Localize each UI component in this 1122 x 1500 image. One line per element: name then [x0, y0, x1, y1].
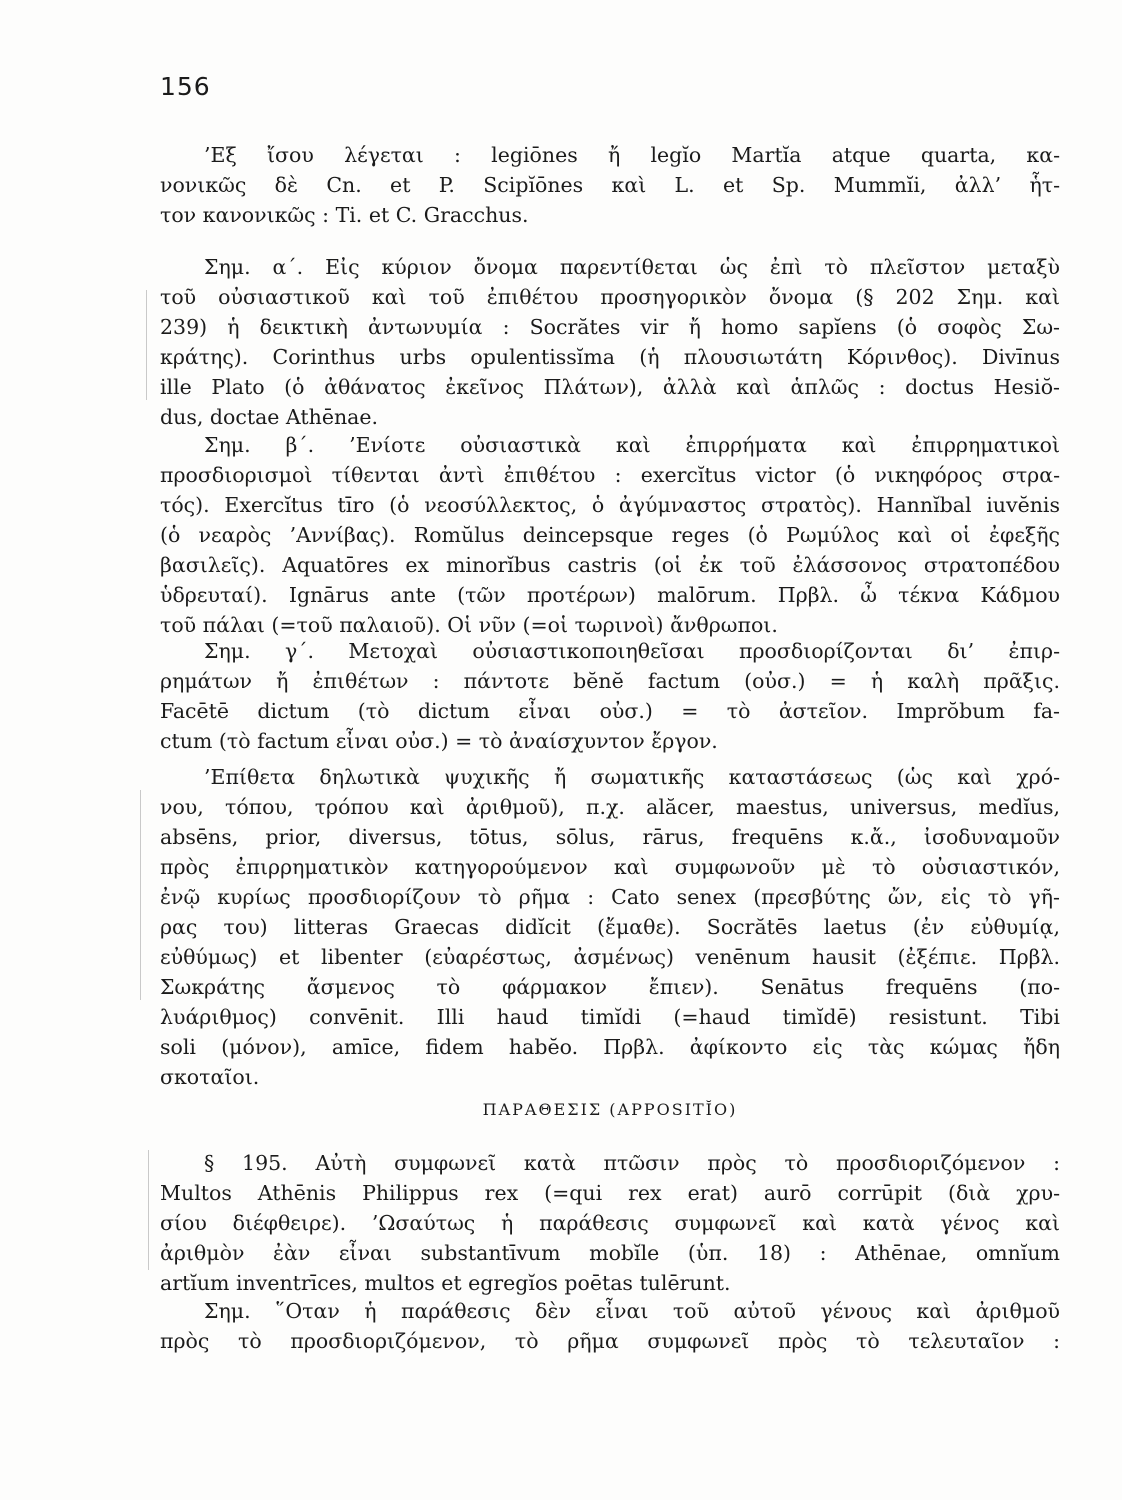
text-line: ἐνῷ κυρίως προσδιορίζουν τὸ ρῆμα : Cato senex (πρεσβύτης ὤν, εἰς τὸ γῆ-	[160, 885, 1060, 909]
text-line: νου, τόπου, τρόπου καὶ ἀριθμοῦ), π.χ. alăcer, maestus, universus, medĭus,	[160, 795, 1060, 819]
text-line: ὑδρευταί). Ignārus ante (τῶν προτέρων) malōrum. Πρβλ. ὦ τέκνα Κάδμου	[160, 583, 1060, 607]
text-line: ctum (τὸ factum εἶναι οὐσ.) = τὸ ἀναίσχυντον ἔργον.	[160, 729, 718, 753]
text-line: ’Επίθετα δηλωτικὰ ψυχικῆς ἤ σωματικῆς καταστάσεως (ὡς καὶ χρό-	[204, 765, 1060, 789]
text-line: ἀριθμὸν ἐὰν εἶναι substantīvum mobĭle (ὑπ. 18) : Athēnae, omnĭum	[160, 1241, 1060, 1265]
text-line: absēns, prior, diversus, tōtus, sōlus, rārus, frequēns κ.ἄ., ἰσοδυναμοῦν	[160, 825, 1060, 849]
text-line: προσδιορισμοὶ τίθενται ἀντὶ ἐπιθέτου : exercĭtus victor (ὁ νικηφόρος στρα-	[160, 463, 1060, 487]
paragraph-note-alpha	[160, 252, 1060, 432]
scan-margin-mark	[146, 290, 147, 400]
text-line: τον κανονικῶς : Ti. et C. Gracchus.	[160, 203, 529, 227]
scan-margin-mark	[140, 790, 141, 1000]
text-line: Σημ. ῞Οταν ἡ παράθεσις δὲν εἶναι τοῦ αὐτοῦ γένους καὶ ἀριθμοῦ	[204, 1299, 1060, 1323]
text-line: πρὸς τὸ προσδιοριζόμενον, τὸ ρῆμα συμφωνεῖ πρὸς τὸ τελευταῖον :	[160, 1329, 1060, 1353]
text-line: σίου διέφθειρε). ’Ωσαύτως ἡ παράθεσις συμφωνεῖ καὶ κατὰ γένος καὶ	[160, 1211, 1060, 1235]
page-number: 156	[160, 72, 211, 101]
paragraph-note-beta	[160, 430, 1060, 640]
text-line: σκοταῖοι.	[160, 1065, 260, 1089]
text-line: νονικῶς δὲ Cn. et P. Scipĭōnes καὶ L. et Sp. Mummĭi, ἀλλ’ ἧτ-	[160, 173, 1060, 197]
text-line: Σημ. γ΄. Μετοχαὶ οὐσιαστικοποιηθεῖσαι προσδιορίζονται δι’ ἐπιρ-	[204, 639, 1060, 663]
paragraph-note-gamma	[160, 636, 1060, 756]
text-line: (ὁ νεαρὸς ’Αννίβας). Romŭlus deincepsque reges (ὁ Ρωμύλος καὶ οἱ ἐφεξῆς	[160, 523, 1060, 547]
text-line: πρὸς ἐπιρρηματικὸν κατηγορούμενον καὶ συμφωνοῦν μὲ τὸ οὐσιαστικόν,	[160, 855, 1060, 879]
text-line: λυάριθμος) convēnit. Illi haud timĭdi (=haud timĭdē) resistunt. Tibi	[160, 1005, 1060, 1029]
text-line: soli (μόνον), amīce, fidem habĕo. Πρβλ. ἀφίκοντο εἰς τὰς κώμας ἤδη	[160, 1035, 1060, 1059]
paragraph-section-195	[160, 1148, 1060, 1298]
text-line: τός). Exercĭtus tīro (ὁ νεοσύλλεκτος, ὁ ἀγύμναστος στρατὸς). Hannĭbal iuvĕnis	[160, 493, 1060, 517]
text-line: 239) ἡ δεικτικὴ ἀντωνυμία : Socrătes vir ἤ homo sapĭens (ὁ σοφὸς Σω-	[160, 315, 1060, 339]
text-line: ’Εξ ἴσου λέγεται : legiōnes ἤ legĭo Martĭa atque quarta, κα-	[204, 143, 1060, 167]
text-line: εὐθύμως) et libenter (εὐαρέστως, ἀσμένως) venēnum hausit (ἐξέπιε. Πρβλ.	[160, 945, 1060, 969]
paragraph-note-final	[160, 1296, 1060, 1356]
section-heading: ΠΑΡΑΘΕΣΙΣ (APPOSITĬO)	[482, 1100, 738, 1119]
text-line: artĭum inventrīces, multos et egregĭos poētas tulērunt.	[160, 1271, 731, 1295]
text-line: Σημ. α΄. Εἰς κύριον ὄνομα παρεντίθεται ὡς ἐπὶ τὸ πλεῖστον μεταξὺ	[204, 255, 1060, 279]
text-line: κράτης). Corinthus urbs opulentissĭma (ἡ πλουσιωτάτη Κόρινθος). Divīnus	[160, 345, 1060, 369]
text-line: dus, doctae Athēnae.	[160, 405, 379, 429]
text-line: Σημ. β΄. ’Ενίοτε οὐσιαστικὰ καὶ ἐπιρρήματα καὶ ἐπιρρηματικοὶ	[204, 433, 1060, 457]
text-line: ille Plato (ὁ ἀθάνατος ἐκεῖνος Πλάτων), ἀλλὰ καὶ ἁπλῶς : doctus Hesiŏ-	[160, 375, 1060, 399]
text-line: Σωκράτης ἄσμενος τὸ φάρμακον ἔπιεν). Senātus frequēns (πο-	[160, 975, 1060, 999]
paragraph-adjectives	[160, 762, 1060, 1092]
text-line: τοῦ πάλαι (=τοῦ παλαιοῦ). Οἱ νῦν (=οἱ τωρινοὶ) ἄνθρωποι.	[160, 613, 778, 637]
text-line: ρας του) litteras Graecas didĭcit (ἔμαθε). Socrătēs laetus (ἐν εὐθυμίᾳ,	[160, 915, 1060, 939]
text-line: Multos Athēnis Philippus rex (=qui rex erat) aurō corrūpit (διὰ χρυ-	[160, 1181, 1060, 1205]
text-line: § 195. Αὐτὴ συμφωνεῖ κατὰ πτῶσιν πρὸς τὸ προσδιοριζόμενον :	[204, 1151, 1060, 1175]
text-line: τοῦ οὐσιαστικοῦ καὶ τοῦ ἐπιθέτου προσηγορικὸν ὄνομα (§ 202 Σημ. καὶ	[160, 285, 1060, 309]
text-line: βασιλεῖς). Aquatōres ex minorĭbus castris (οἱ ἐκ τοῦ ἐλάσσονος στρατοπέδου	[160, 553, 1060, 577]
paragraph-intro	[160, 140, 1060, 230]
text-line: Facētē dictum (τὸ dictum εἶναι οὐσ.) = τὸ ἀστεῖον. Imprŏbum fa-	[160, 699, 1060, 723]
scan-margin-mark	[148, 1150, 149, 1270]
text-line: ρημάτων ἤ ἐπιθέτων : πάντοτε bĕnĕ factum (οὐσ.) = ἡ καλὴ πρᾶξις.	[160, 669, 1060, 693]
